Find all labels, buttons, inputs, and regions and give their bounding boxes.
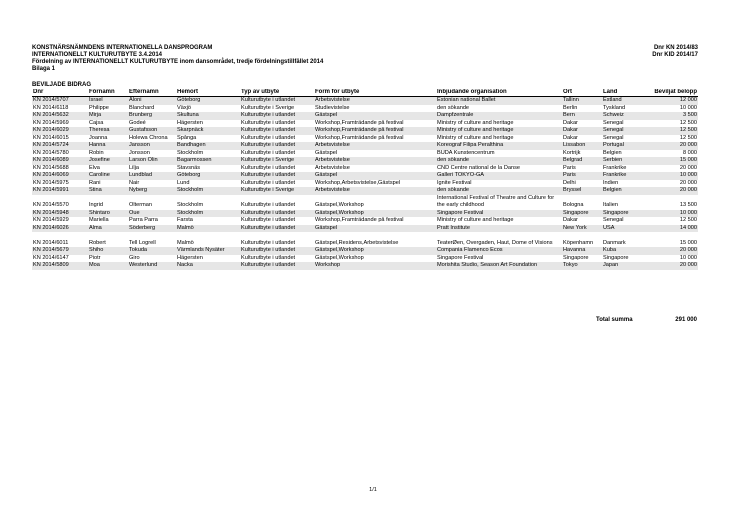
cell-dnr: KN 2014/5929 xyxy=(33,217,69,223)
cell-typ: Kulturutbyte i utlandet xyxy=(240,210,314,218)
dnr-kn: Dnr KN 2014/83 xyxy=(653,45,698,51)
cell-org: Estonian national Ballet xyxy=(436,97,562,105)
cell-efternamn: Jansson xyxy=(128,142,176,150)
cell-fornamn: Robert xyxy=(89,239,106,246)
cell-dnr: KN 2014/6069 xyxy=(32,172,88,180)
table-row xyxy=(32,97,698,105)
cell-land: Singapore xyxy=(602,210,642,218)
cell-form: Workshop,Framträdande på festival xyxy=(315,217,404,223)
cell-fornamn: Theresa xyxy=(88,127,128,135)
cell-ort: Dakar xyxy=(563,119,578,126)
header-line-3: Fördelning av INTERNATIONELLT KULTURUTBYTE inom dansområdet, tredje fördelningstillfället 2014 xyxy=(32,59,324,65)
cell-org: BUDA Kunstencentrum xyxy=(437,149,495,156)
cell-belopp: 10 000 xyxy=(679,254,697,261)
cell-land: Senegal xyxy=(603,119,624,126)
cell-hemort: Göteborg xyxy=(176,97,240,105)
cell-fornamn: Stina xyxy=(88,187,128,195)
cell-land: Estland xyxy=(602,97,642,105)
cell-dnr: KN 2014/6011 xyxy=(33,239,69,246)
cell-belopp: 20 000 xyxy=(679,179,697,186)
cell-land: Belgien xyxy=(602,187,642,195)
cell-efternamn: Jonsson xyxy=(129,149,150,156)
cell-efternamn: Holewa Chrona xyxy=(129,134,168,141)
cell-efternamn: Lilja xyxy=(129,164,139,171)
col-typ: Typ av utbyte xyxy=(240,89,314,97)
cell-land: Senegal xyxy=(602,127,642,135)
cell-belopp: 20 000 xyxy=(642,247,698,255)
cell-dnr: KN 2014/5780 xyxy=(33,149,69,156)
cell-form: Gästspel,Workshop xyxy=(315,202,364,208)
col-dnr: Dnr xyxy=(32,89,88,97)
cell-typ: Kulturutbyte i utlandet xyxy=(241,217,296,223)
cell-org: Compania Flamenco Ecos xyxy=(436,247,562,255)
table-header-row xyxy=(32,89,698,97)
cell-land: Italien xyxy=(603,202,618,208)
cell-efternamn: Oue xyxy=(128,210,176,218)
cell-ort: Lissabon xyxy=(562,142,602,150)
cell-form: Workshop,Framträdande på festival xyxy=(314,127,436,135)
dnr-kid: Dnr KID 2014/17 xyxy=(652,52,698,58)
cell-ort: Paris xyxy=(563,164,576,171)
cell-hemort: Farsta xyxy=(177,217,193,223)
cell-dnr: KN 2014/6026 xyxy=(32,225,88,233)
cell-typ: Kulturutbyte i utlandet xyxy=(241,134,296,141)
cell-hemort: Stavsnäs xyxy=(177,164,201,171)
cell-fornamn: Hanna xyxy=(88,142,128,150)
cell-org: Pratt Institute xyxy=(436,225,562,233)
table-row xyxy=(32,247,698,255)
cell-typ: Kulturutbyte i utlandet xyxy=(240,97,314,105)
section-title: BEVILJADE BIDRAG xyxy=(32,82,92,88)
total-row xyxy=(32,317,698,325)
cell-form: Gästspel xyxy=(314,112,436,120)
cell-belopp: 12 500 xyxy=(679,217,697,223)
cell-fornamn: Ingrid xyxy=(89,202,103,208)
cell-belopp: 8 000 xyxy=(683,149,697,156)
cell-org: Singapore Festival xyxy=(436,210,562,218)
cell-fornamn: Joanna xyxy=(89,134,108,141)
cell-fornamn: Moa xyxy=(88,262,128,270)
cell-form: Arbetsvistelse xyxy=(314,97,436,105)
cell-org: International Festival of Theatre and Culture for the early childhood xyxy=(437,194,555,208)
cell-dnr: KN 2014/6029 xyxy=(32,127,88,135)
cell-form: Gästspel xyxy=(314,225,436,233)
cell-dnr: KN 2014/5632 xyxy=(32,112,88,120)
cell-typ: Kulturutbyte i Sverige xyxy=(240,157,314,165)
cell-ort: Bologna xyxy=(563,202,584,208)
cell-efternamn: Giro xyxy=(129,254,140,261)
header-line-2: INTERNATIONELLT KULTURUTBYTE 3.4.2014 xyxy=(32,52,163,58)
cell-land: Senegal xyxy=(603,134,624,141)
col-form: Form för utbyte xyxy=(314,89,436,97)
cell-belopp: 15 000 xyxy=(642,157,698,165)
table-row xyxy=(32,217,698,225)
col-ort: Ort xyxy=(562,89,602,97)
cell-efternamn: Nyberg xyxy=(128,187,176,195)
cell-land: Frankrike xyxy=(602,172,642,180)
cell-belopp: 20 000 xyxy=(642,142,698,150)
cell-belopp: 12 500 xyxy=(679,134,697,141)
cell-org: TeaterØen, Overgaden, Haut, Dome of Visions xyxy=(437,239,553,246)
cell-dnr: KN 2014/6089 xyxy=(32,157,88,165)
cell-dnr: KN 2014/5707 xyxy=(32,97,88,105)
col-land: Land xyxy=(602,89,642,97)
cell-typ: Kulturutbyte i utlandet xyxy=(240,225,314,233)
cell-dnr: KN 2014/5948 xyxy=(32,210,88,218)
cell-efternamn: Westerlund xyxy=(128,262,176,270)
cell-hemort: Lund xyxy=(177,179,190,186)
cell-ort: Kortrijk xyxy=(563,149,581,156)
cell-ort: Köpenhamn xyxy=(563,239,594,246)
cell-typ: Kulturutbyte i utlandet xyxy=(240,262,314,270)
cell-typ: Kulturutbyte i utlandet xyxy=(241,179,296,186)
cell-typ: Kulturutbyte i utlandet xyxy=(240,172,314,180)
cell-land: Indien xyxy=(603,179,619,186)
cell-form: Gästspel,Workshop xyxy=(315,254,364,261)
cell-org: den sökande xyxy=(436,157,562,165)
cell-belopp: 12 500 xyxy=(642,127,698,135)
cell-hemort: Stockholm xyxy=(176,210,240,218)
cell-land: Frankrike xyxy=(603,164,627,171)
col-efternamn: Efternamn xyxy=(128,89,176,97)
total-label: Total summa xyxy=(596,317,633,323)
cell-form: Gästspel xyxy=(315,149,338,156)
cell-ort: Dakar xyxy=(563,217,578,223)
cell-form: Studievistelse xyxy=(315,104,350,111)
cell-efternamn: Aloni xyxy=(128,97,176,105)
cell-typ: Kulturutbyte i utlandet xyxy=(241,202,296,208)
cell-ort: Tokyo xyxy=(562,262,602,270)
cell-ort: Havanna xyxy=(562,247,602,255)
cell-belopp: 3 500 xyxy=(642,112,698,120)
cell-fornamn: Mariella xyxy=(89,217,109,223)
cell-hemort: Göteborg xyxy=(176,172,240,180)
cell-org: Dampfzentrale xyxy=(436,112,562,120)
cell-hemort: Spånga xyxy=(177,134,197,141)
cell-hemort: Värmlands Nysäter xyxy=(176,247,240,255)
cell-ort: Paris xyxy=(562,172,602,180)
cell-dnr: KN 2014/5975 xyxy=(33,179,69,186)
cell-fornamn: Mirja xyxy=(88,112,128,120)
cell-fornamn: Caroline xyxy=(88,172,128,180)
cell-ort: Dakar xyxy=(563,134,578,141)
cell-org: Ministry of culture and heritage xyxy=(437,134,514,141)
cell-ort: Tallinn xyxy=(562,97,602,105)
cell-belopp: 12 000 xyxy=(642,97,698,105)
cell-org: Ignite Festival xyxy=(437,179,472,186)
cell-form: Gästspel xyxy=(314,172,436,180)
cell-typ: Kulturutbyte i Sverige xyxy=(240,187,314,195)
cell-form: Arbetsvistelse xyxy=(314,142,436,150)
cell-land: Senegal xyxy=(603,217,624,223)
cell-ort: Bryssel xyxy=(562,187,602,195)
cell-org: Ministry of culture and heritage xyxy=(437,217,514,223)
cell-belopp: 10 000 xyxy=(642,172,698,180)
table-row xyxy=(32,232,698,247)
cell-fornamn: Elva xyxy=(89,164,100,171)
cell-fornamn: Israel xyxy=(88,97,128,105)
table-row xyxy=(32,225,698,233)
table-row xyxy=(32,172,698,180)
table-row xyxy=(32,112,698,120)
cell-belopp: 10 000 xyxy=(679,104,697,111)
cell-land: Kuba xyxy=(602,247,642,255)
cell-efternamn: Parra Parra xyxy=(129,217,158,223)
cell-hemort: Skultuna xyxy=(176,112,240,120)
table-row xyxy=(32,210,698,218)
table-row xyxy=(32,142,698,150)
total-value: 291 000 xyxy=(675,317,697,323)
cell-ort: Belgrad xyxy=(562,157,602,165)
cell-hemort: Malmö xyxy=(176,225,240,233)
cell-org: den sökande xyxy=(436,187,562,195)
cell-belopp: 10 000 xyxy=(642,210,698,218)
cell-land: Japan xyxy=(602,262,642,270)
table-row xyxy=(32,255,698,263)
cell-land: Schweiz xyxy=(602,112,642,120)
col-fornamn: Förnamn xyxy=(88,89,128,97)
table-row xyxy=(32,150,698,158)
cell-land: Portugal xyxy=(602,142,642,150)
cell-org: den sökande xyxy=(437,104,470,111)
cell-org: Galleri TOKYO-GA xyxy=(436,172,562,180)
cell-ort: Berlin xyxy=(563,104,578,111)
cell-hemort: Växjö xyxy=(177,104,191,111)
cell-belopp: 20 000 xyxy=(679,164,697,171)
cell-efternamn: Gustafsson xyxy=(128,127,176,135)
cell-efternamn: Brunberg xyxy=(128,112,176,120)
table-row xyxy=(32,157,698,165)
cell-land: Serbien xyxy=(602,157,642,165)
cell-org: Ministry of culture and heritage xyxy=(437,119,514,126)
cell-form: Arbetsvistelse xyxy=(314,187,436,195)
cell-dnr: KN 2014/6118 xyxy=(33,104,69,111)
cell-typ: Kulturutbyte i utlandet xyxy=(240,127,314,135)
cell-fornamn: Cajsa xyxy=(89,119,104,126)
cell-typ: Kulturutbyte i utlandet xyxy=(240,112,314,120)
cell-fornamn: Piotr xyxy=(89,254,101,261)
cell-hemort: Stockholm xyxy=(176,187,240,195)
cell-typ: Kulturutbyte i utlandet xyxy=(241,254,296,261)
cell-hemort: Bandhagen xyxy=(176,142,240,150)
cell-land: Belgien xyxy=(603,149,622,156)
cell-fornamn: Philippe xyxy=(89,104,109,111)
cell-form: Workshop,Arbetsvistelse,Gästspel xyxy=(315,179,401,186)
cell-hemort: Malmö xyxy=(177,239,194,246)
cell-belopp: 13 500 xyxy=(679,202,697,208)
col-org: Inbjudande organisation xyxy=(436,89,562,97)
cell-efternamn: Lundblad xyxy=(128,172,176,180)
cell-dnr: KN 2014/5688 xyxy=(33,164,69,171)
cell-typ: Kulturutbyte i utlandet xyxy=(241,239,296,246)
cell-belopp: 12 500 xyxy=(679,119,697,126)
cell-land: USA xyxy=(602,225,642,233)
cell-dnr: KN 2014/5991 xyxy=(32,187,88,195)
cell-ort: Singapore xyxy=(563,254,589,261)
grants-table xyxy=(32,89,698,270)
cell-belopp: 20 000 xyxy=(642,262,698,270)
cell-belopp: 20 000 xyxy=(642,187,698,195)
cell-dnr: KN 2014/5809 xyxy=(32,262,88,270)
cell-org: CND Centre national de la Danse xyxy=(437,164,521,171)
cell-org: Ministry of culture and heritage xyxy=(436,127,562,135)
table-row xyxy=(32,135,698,143)
cell-efternamn: Tell Logrell xyxy=(129,239,156,246)
cell-typ: Kulturutbyte i utlandet xyxy=(241,119,296,126)
cell-dnr: KN 2014/5969 xyxy=(33,119,69,126)
col-belopp: Beviljat belopp xyxy=(642,89,698,97)
cell-ort: Delhi xyxy=(563,179,576,186)
document-header xyxy=(32,45,698,66)
cell-hemort: Hägersten xyxy=(177,254,203,261)
cell-fornamn: Rani xyxy=(89,179,101,186)
cell-belopp: 15 000 xyxy=(679,239,697,246)
document-page xyxy=(32,45,698,270)
cell-form: Workshop xyxy=(314,262,436,270)
cell-form: Workshop,Framträdande på festival xyxy=(315,134,404,141)
cell-ort: New York xyxy=(562,225,602,233)
cell-dnr: KN 2014/5679 xyxy=(32,247,88,255)
cell-hemort: Nacka xyxy=(176,262,240,270)
cell-land: Singapore xyxy=(603,254,629,261)
cell-typ: Kulturutbyte i Sverige xyxy=(241,104,295,111)
cell-dnr: KN 2014/5724 xyxy=(32,142,88,150)
table-row xyxy=(32,195,698,210)
cell-fornamn: Josefine xyxy=(88,157,128,165)
cell-form: Arbetsvistelse xyxy=(314,157,436,165)
cell-efternamn: Tokuda xyxy=(128,247,176,255)
cell-form: Gästspel,Workshop xyxy=(314,210,436,218)
cell-form: Gästspel,Workshop xyxy=(314,247,436,255)
cell-efternamn: Nair xyxy=(129,179,140,186)
cell-efternamn: Olterman xyxy=(129,202,153,208)
cell-hemort: Bagarmossen xyxy=(176,157,240,165)
header-line-1: KONSTNÄRSNÄMNDENS INTERNATIONELLA DANSPROGRAM xyxy=(32,45,213,51)
cell-form: Workshop,Framträdande på festival xyxy=(315,119,404,126)
cell-hemort: Hägersten xyxy=(177,119,203,126)
cell-efternamn: Blanchard xyxy=(129,104,155,111)
cell-efternamn: Godeé xyxy=(129,119,146,126)
diarienummer xyxy=(652,45,698,59)
cell-typ: Kulturutbyte i utlandet xyxy=(241,164,296,171)
col-hemort: Hemort xyxy=(176,89,240,97)
cell-form: Gästspel,Residens,Arbetsvistelse xyxy=(315,239,399,246)
cell-form: Arbetsvistelse xyxy=(315,164,350,171)
cell-org: Morishita Studio, Season Art Foundation xyxy=(436,262,562,270)
table-row xyxy=(32,262,698,270)
cell-ort: Dakar xyxy=(562,127,602,135)
cell-org: Koreograf Filipa Peralthina xyxy=(436,142,562,150)
cell-land: Danmark xyxy=(603,239,626,246)
cell-hemort: Stockholm xyxy=(177,202,204,208)
cell-hemort: Skarpnäck xyxy=(176,127,240,135)
table-row xyxy=(32,105,698,113)
table-row xyxy=(32,187,698,195)
cell-belopp: 14 000 xyxy=(642,225,698,233)
table-row xyxy=(32,120,698,128)
cell-dnr: KN 2014/5570 xyxy=(33,202,69,208)
table-row xyxy=(32,165,698,173)
cell-fornamn: Shintaro xyxy=(88,210,128,218)
cell-ort: Bern xyxy=(562,112,602,120)
page-number: 1/1 xyxy=(369,487,377,493)
cell-efternamn: Söderberg xyxy=(128,225,176,233)
table-body xyxy=(32,97,698,270)
cell-dnr: KN 2014/6015 xyxy=(33,134,69,141)
cell-land: Tyskland xyxy=(603,104,626,111)
cell-fornamn: Shiho xyxy=(88,247,128,255)
bilaga-label: Bilaga 1 xyxy=(32,66,56,72)
cell-fornamn: Alma xyxy=(88,225,128,233)
cell-typ: Kulturutbyte i utlandet xyxy=(241,149,296,156)
table-row xyxy=(32,180,698,188)
cell-typ: Kulturutbyte i utlandet xyxy=(240,247,314,255)
cell-fornamn: Robin xyxy=(89,149,104,156)
cell-dnr: KN 2014/6147 xyxy=(33,254,69,261)
cell-efternamn: Larson Olin xyxy=(128,157,176,165)
cell-org: Singapore Festival xyxy=(437,254,484,261)
cell-hemort: Stockholm xyxy=(177,149,204,156)
cell-ort: Singapore xyxy=(562,210,602,218)
table-row xyxy=(32,127,698,135)
cell-typ: Kulturutbyte i utlandet xyxy=(240,142,314,150)
